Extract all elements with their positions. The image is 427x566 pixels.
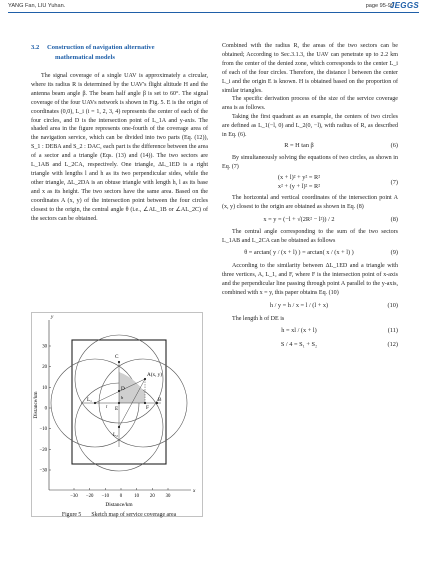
point-A: [144, 378, 146, 380]
equation-9-number: (9): [390, 249, 398, 257]
equation-11-number: (11): [387, 326, 398, 334]
x-tick-label: −10: [101, 494, 110, 499]
label-B: B: [158, 397, 162, 403]
equation-7-line2: x² + (y + l)² = R²: [277, 182, 321, 190]
equation-9-body: θ = arctan( y / (x + l) ) = arctan( x / (x + l) ): [244, 249, 354, 257]
label-A: A(x, y): [147, 372, 162, 378]
x-tick-label: 10: [134, 494, 140, 499]
point-E: [118, 402, 120, 404]
equation-10-body: h / y = h / x = l / (l + x): [269, 302, 329, 310]
header-page-range: page 95-99: [365, 3, 394, 9]
point-C: [118, 361, 120, 363]
label-l: l: [106, 404, 108, 409]
right-column: [222, 42, 398, 353]
equation-7-line1: (x + l)² + y² = R²: [277, 173, 321, 181]
point-L1: [94, 402, 96, 404]
section-heading: [31, 43, 211, 62]
equation-12-number: (12): [387, 340, 398, 348]
y-tick-label: 0: [44, 406, 47, 412]
figure-5: [31, 312, 203, 522]
section-number: 3.2: [31, 44, 40, 51]
y-tick-label: −10: [39, 427, 47, 433]
section-title-line1: Construction of navigation alternative: [47, 44, 155, 51]
x-ticks: [70, 488, 171, 499]
label-h: h: [121, 395, 124, 400]
x-axis-letter: x: [193, 488, 196, 494]
paragraph-1: Combined with the radius R, the areas of the two sectors can be obtained; According to Sec.3.1.3, the UAV can penetrate up to 2.2 km from the center of the denied zone, which corresponds to the center L_i of each of the four circles. Therefore, the distance l between the center L_i and the origin E is known. H is obtained based on the proportion of similar triangles.: [222, 43, 398, 94]
equation-12: [222, 339, 398, 353]
journal-logo: JEGGS: [389, 1, 419, 10]
equation-6-number: (6): [390, 141, 398, 149]
running-header: [0, 0, 427, 14]
header-rule: [8, 12, 419, 13]
equation-8: [222, 212, 398, 228]
x-tick-label: 20: [149, 494, 155, 499]
y-tick-label: 10: [42, 385, 47, 391]
section-title-line2: mathematical models: [55, 53, 115, 61]
x-tick-label: 0: [119, 494, 123, 499]
paragraph-7: According to the similarity between ΔL_1ED and a triangle with three vertices, A, L_1, and F, where F is the intersection point of x-axis and the perpendicular line passing through point A parallel to the y-axis, combined with x = y, this paper obtains Eq. (10): [222, 263, 398, 297]
point-F: [144, 402, 146, 404]
figure-frame: [32, 313, 203, 517]
figure-caption: [31, 512, 207, 518]
equation-12-body: S / 4 = S₁ + S₂: [280, 340, 318, 348]
x-tick-label: 30: [165, 494, 171, 499]
label-F: F: [146, 405, 149, 411]
y-axis-label: Distance/km: [33, 391, 39, 419]
caption-number: Figure 5: [61, 512, 82, 518]
left-column: [31, 72, 208, 223]
left-paragraph: The signal coverage of a single UAV is approximately a circular, where its radius R is determined by the UAV's flight altitude H and the antenna beam angle β. The beam half angle β is set to 60°. The signal coverage of the four UAVs network is shown in Fig. 5. E is the origin of coordinates (0,0), L_i (i = 1, 2, 3, 4) represents the center of each of the four circles, and D is the intersection point of L_1A and y-axis. The shaded area in the figure represents one-fourth of the coverage area of the navigation service, which can be divided into two parts (Eq. (12)), S_1 : DEBA and S_2 : DAC, each part is the difference between the area of a sector and a triangle (Eqs. (13) and (14)). The two sectors are L_1AB and L_2CA, respectively. One triangle, ΔL_1ED is a right triangle with lengths l and h as its two perpendicular sides, while the other triangle, ΔL_2DA is an obtuse triangle with length h, l as its base and x as its height. The two sectors have the same area. Based on the coordinates A (x, y) of the intersection point between the four circles closest to the origin, the central angle θ (i.e., ∠AL_1B or ∠AL_2C) of the sectors can be obtained.: [31, 73, 208, 222]
equation-8-body: x = y = (−l + √(2R² − l²)) / 2: [263, 215, 335, 223]
equation-11-body: h = xl / (x + l): [281, 326, 317, 334]
y-tick-label: −20: [39, 447, 47, 453]
x-tick-label: −20: [85, 494, 94, 499]
equation-8-number: (8): [390, 215, 398, 223]
equation-11: [222, 324, 398, 339]
paragraph-2: The specific derivation process of the size of the service coverage area is as follows.: [222, 96, 398, 112]
label-E: E: [115, 406, 119, 412]
label-C: C: [115, 354, 119, 360]
paragraph-6: The central angle corresponding to the sum of the two sectors L_1AB and L_2CA can be obtained as follows: [222, 228, 398, 244]
header-authors: YANG Fan, LIU Yuhan.: [8, 3, 66, 9]
paragraph-8: The length h of DE is: [232, 316, 285, 323]
paragraph-3: Taking the first quadrant as an example, the centers of two circles are defined as L_1(−l, 0) and L_2(0, −l), with radius of R, as described in Eq. (6).: [222, 114, 398, 139]
equation-6: [222, 140, 398, 154]
y-tick-label: 20: [42, 365, 47, 371]
point-L2: [118, 426, 120, 428]
label-D: D: [121, 386, 125, 392]
equation-7-number: (7): [390, 178, 398, 186]
equation-7: [222, 172, 398, 194]
y-tick-label: −30: [39, 468, 47, 474]
y-axis-letter: y: [51, 314, 54, 320]
label-L2: L₂: [113, 432, 118, 438]
plot-area: [49, 314, 196, 494]
coverage-sketch: [31, 312, 203, 517]
y-tick-label: 30: [42, 344, 47, 350]
label-L1: L₁: [87, 397, 92, 403]
equation-9: [222, 245, 398, 262]
paragraph-5: The horizontal and vertical coordinates of the intersection point A (x, y) closest to the origin are obtained as shown in Eq. (8): [222, 194, 398, 210]
paragraph-4: By simultaneously solving the equations of two circles, as shown in Eq. (7): [222, 154, 398, 170]
caption-text: Sketch map of service coverage area: [91, 512, 177, 518]
x-axis-label: Distance/km: [105, 502, 133, 508]
equation-10: [222, 298, 398, 315]
equation-10-number: (10): [387, 302, 398, 310]
point-D: [118, 390, 120, 392]
x-tick-label: −30: [70, 494, 78, 499]
equation-6-body: R = H tan β: [284, 141, 314, 149]
